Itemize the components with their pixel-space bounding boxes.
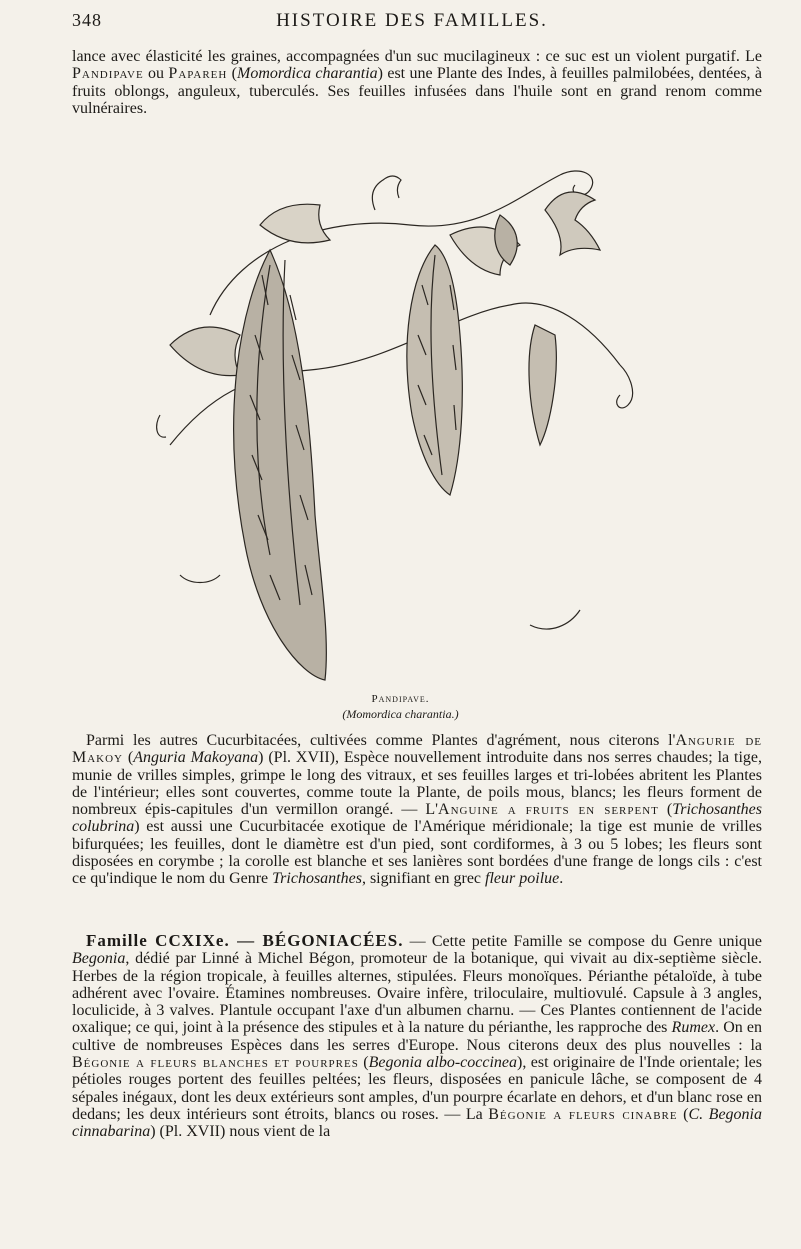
figure-caption-latin: (Momordica charantia.) (342, 707, 459, 721)
family-heading: Famille CCXIXe. — BÉGONIACÉES. (86, 931, 404, 950)
paragraph-intro: lance avec élasticité les graines, accompagnées d'un suc mucilagineux : ce suc est un violent purgatif. Le Pandipave ou Papareh (Momordica charantia) est une Plante des Indes, à feuilles palmilobées, dentées, à fruits oblongs, anguleux, tuberculés. Ses feuilles infusées dans l'huile sont en grand renom comme vulnéraires. (72, 48, 763, 117)
momordica-illustration (150, 155, 650, 690)
page-number: 348 (72, 10, 102, 30)
figure-caption-name: Pandipave. (371, 693, 430, 705)
page-header (72, 10, 752, 38)
paragraph-cucurbitacees: Parmi les autres Cucurbitacées, cultivées comme Plantes d'agrément, nous citerons l'Angurie de Makoy (Anguria Makoyana) (Pl. XVII), Espèce nouvellement introduite dans nos serres chaudes; la tige, munie de vrilles simples, grimpe le long des vitraux, et ses feuilles larges et tri-lobées abritent les Plantes de l'intérieur; elles sont couvertes, comme toute la Plante, de poils mous, blancs; les fleurs forment de nombreux épis-capitules d'un vermillon orangé. — L'Anguine a fruits en serpent (Trichosanthes colubrina) est aussi une Cucurbitacée exotique de l'Amérique méridionale; la tige est munie de vrilles bifurquées; les feuilles, dont le diamètre est d'un pied, sont cordiformes, à 3 ou 5 lobes; les fleurs sont disposées en corymbe ; la corolle est blanche et ses lanières sont bordées d'une frange de longs cils : c'est ce qu'indique le nom du Genre Trichosanthes, signifiant en grec fleur poilue. (72, 732, 763, 888)
running-title: HISTOIRE DES FAMILLES. (276, 10, 548, 31)
paragraph-begoniacees: Famille CCXIXe. — BÉGONIACÉES. — Cette petite Famille se compose du Genre unique Begonia, dédié par Linné à Michel Bégon, promoteur de la botanique, qui vivait au dix-septième siècle. Herbes de la région tropicale, à feuilles alternes, stipulées. Fleurs monoïques. Périanthe pétaloïde, à tube adhérent avec l'ovaire. Étamines nombreuses. Ovaire infère, triloculaire, multiovulé. Capsule à 3 angles, loculicide, à 3 valves. Plantule occupant l'axe d'un albumen charnu. — Ces Plantes contiennent de l'acide oxalique; ce qui, joint à la présence des stipules et à la nature du périanthe, les rapproche des Rumex. On en cultive de nombreuses Espèces dans les serres d'Europe. Nous citerons deux des plus nouvelles : la Bégonie a fleurs blanches et pourpres (Begonia albo-coccinea), est originaire de l'Inde orientale; les pétioles rouges portent des feuilles peltées; les fleurs, disposées en panicule lâche, se composent de 4 sépales inégaux, dont les deux extérieurs sont amples, d'un pourpre écarlate en dehors, et d'un blanc rose en dedans; les deux intérieurs sont étroits, blancs ou roses. — La Bégonie a fleurs cinabre (C. Begonia cinnabarina) (Pl. XVII) nous vient de la (72, 931, 763, 1141)
